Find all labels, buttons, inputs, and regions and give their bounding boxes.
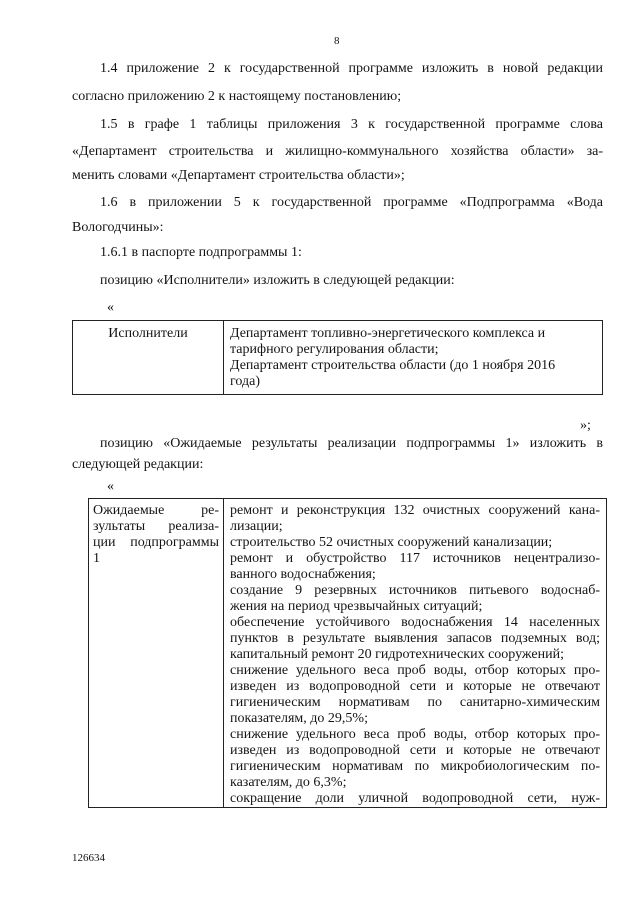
executors-line: Департамент топливно-энергетического комплекса и xyxy=(230,326,546,341)
paragraph-1-6-1: 1.6.1 в паспорте подпрограммы 1: xyxy=(100,245,302,260)
executors-line: тарифного регулирования области; xyxy=(230,342,439,357)
result-line: обеспечение устойчивого водоснабжения 14 населенных xyxy=(230,615,600,630)
executors-line: Департамент строительства области (до 1 ноября 2016 xyxy=(230,358,556,373)
result-line: капитальный ремонт 20 гидротехнических сооружений; xyxy=(230,647,565,662)
paragraph-results-intro-line-1: позицию «Ожидаемые результаты реализации подпрограммы 1» изложить в xyxy=(100,436,603,451)
paragraph-1-6-line-2: Вологодчины»: xyxy=(72,220,164,235)
executors-label: Исполнители xyxy=(108,326,188,341)
paragraph-1-6-line-1: 1.6 в приложении 5 к государственной программе «Подпрограмма «Вода xyxy=(100,195,603,210)
paragraph-executors-intro: позицию «Исполнители» изложить в следующей редакции: xyxy=(100,273,455,288)
result-line: снижение удельного веса проб воды, отбор которых про- xyxy=(230,663,600,678)
result-line: жения на период чрезвычайных ситуаций; xyxy=(230,599,483,614)
result-line: лизации; xyxy=(230,519,283,534)
result-line: гигиеническим нормативам по микробиологическим по- xyxy=(230,759,600,774)
close-quote-1: »; xyxy=(580,418,591,433)
executors-line: года) xyxy=(230,374,260,389)
result-line: строительство 52 очистных сооружений канализации; xyxy=(230,535,553,550)
expected-results-value-cell xyxy=(224,499,607,808)
executors-value-cell xyxy=(224,321,603,395)
document-footer-code: 126634 xyxy=(72,852,105,864)
result-line: пунктов в результате выявления запасов подземных вод; xyxy=(230,631,600,646)
paragraph-1-4-line-2: согласно приложению 2 к настоящему постановлению; xyxy=(72,89,402,104)
result-line: создание 9 резервных источников питьевого водоснаб- xyxy=(230,583,600,598)
result-line: ремонт и обустройство 117 источников нецентрализо- xyxy=(230,551,600,566)
expected-results-label-cell xyxy=(89,499,224,808)
executors-table xyxy=(72,320,603,395)
table-row xyxy=(73,321,603,395)
result-line: казателям, до 6,3%; xyxy=(230,775,347,790)
expected-results-label-line: ции подпрограммы xyxy=(93,535,219,550)
paragraph-1-5-line-2: «Департамент строительства и жилищно-коммунального хозяйства области» за- xyxy=(72,144,603,159)
result-line: сокращение доли уличной водопроводной сети, нуж- xyxy=(230,791,600,806)
result-line: ванного водоснабжения; xyxy=(230,567,376,582)
result-line: изведен из водопроводной сети и которые не отвечают xyxy=(230,743,600,758)
paragraph-1-5-line-1: 1.5 в графе 1 таблицы приложения 3 к государственной программе слова xyxy=(100,117,603,132)
paragraph-1-5-line-3: менить словами «Департамент строительства области»; xyxy=(72,168,405,183)
result-line: ремонт и реконструкция 132 очистных сооружений кана- xyxy=(230,503,600,518)
expected-results-table xyxy=(88,498,607,808)
paragraph-1-4-line-1: 1.4 приложение 2 к государственной программе изложить в новой редакции xyxy=(100,61,603,76)
expected-results-label-line: 1 xyxy=(93,551,100,566)
result-line: изведен из водопроводной сети и которые не отвечают xyxy=(230,679,600,694)
executors-label-cell xyxy=(73,321,224,395)
page-number: 8 xyxy=(334,35,340,47)
open-quote-2: « xyxy=(107,479,114,494)
open-quote-1: « xyxy=(107,300,114,315)
paragraph-results-intro-line-2: следующей редакции: xyxy=(72,457,204,472)
result-line: гигиеническим нормативам по санитарно-химическим xyxy=(230,695,600,710)
expected-results-label-line: зультаты реализа- xyxy=(93,519,219,534)
result-line: снижение удельного веса проб воды, отбор которых про- xyxy=(230,727,600,742)
result-line: показателям, до 29,5%; xyxy=(230,711,368,726)
table-row xyxy=(89,499,607,808)
expected-results-label-line: Ожидаемые ре- xyxy=(93,503,219,518)
